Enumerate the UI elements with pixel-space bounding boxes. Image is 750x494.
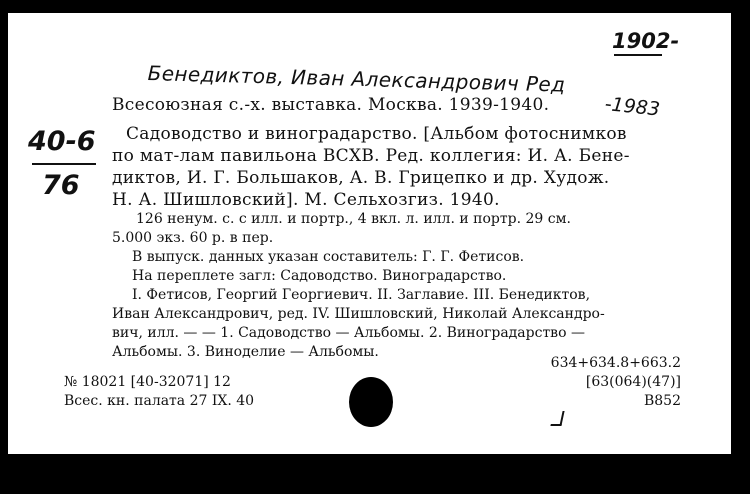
classification-3: B852 [643, 393, 681, 409]
title-line-2: по мат-лам павильона ВСХВ. Ред. коллегия: И. А. Бене- [112, 146, 630, 166]
collation-line-1: 126 ненум. с. с илл. и портр., 4 вкл. л. илл. и портр. 29 см. [136, 211, 571, 227]
tracing-line-4: Альбомы. 3. Виноделие — Альбомы. [112, 344, 379, 360]
year-underline [614, 54, 662, 56]
title-line-3: диктов, И. Г. Большаков, А. В. Грицепко и др. Худож. [112, 168, 610, 188]
heading-line: Всесоюзная с.-х. выставка. Москва. 1939-1940. [112, 95, 550, 115]
classification-1: 634+634.8+663.2 [550, 355, 681, 371]
handwritten-class-bottom: 76 [42, 170, 80, 201]
punch-hole [349, 377, 393, 427]
handwritten-author-name: Бенедиктов, Иван Александрович Ред [147, 61, 566, 97]
book-chamber: Всес. кн. палата 27 IX. 40 [64, 393, 255, 409]
tracing-line-3: вич, илл. — — 1. Садоводство — Альбомы. 2. Виноградарство — [112, 325, 585, 341]
class-divider [32, 163, 96, 165]
handwritten-class-top: 40-6 [28, 126, 96, 157]
title-line-4: Н. А. Шишловский]. М. Сельхозгиз. 1940. [112, 190, 500, 210]
card-number: № 18021 [40-32071] 12 [64, 374, 231, 390]
note-line-2: На переплете загл: Садоводство. Виноградарство. [132, 268, 507, 284]
tracing-line-2: Иван Александрович, ред. IV. Шишловский, Николай Александро- [112, 306, 605, 322]
title-line-1: Садоводство и виноградарство. [Альбом фотоснимков [126, 124, 627, 144]
handwritten-death-year: -1983 [603, 93, 661, 121]
tracing-line-1: I. Фетисов, Георгий Георгиевич. II. Заглавие. III. Бенедиктов, [132, 287, 591, 303]
catalog-card [8, 13, 731, 454]
note-line-1: В выпуск. данных указан составитель: Г. Г. Фетисов. [132, 249, 525, 265]
handwritten-year: 1902- [612, 29, 680, 53]
collation-line-2: 5.000 экз. 60 р. в пер. [112, 230, 274, 246]
pencil-mark [550, 411, 564, 426]
classification-2: [63(064)(47)] [585, 374, 681, 390]
